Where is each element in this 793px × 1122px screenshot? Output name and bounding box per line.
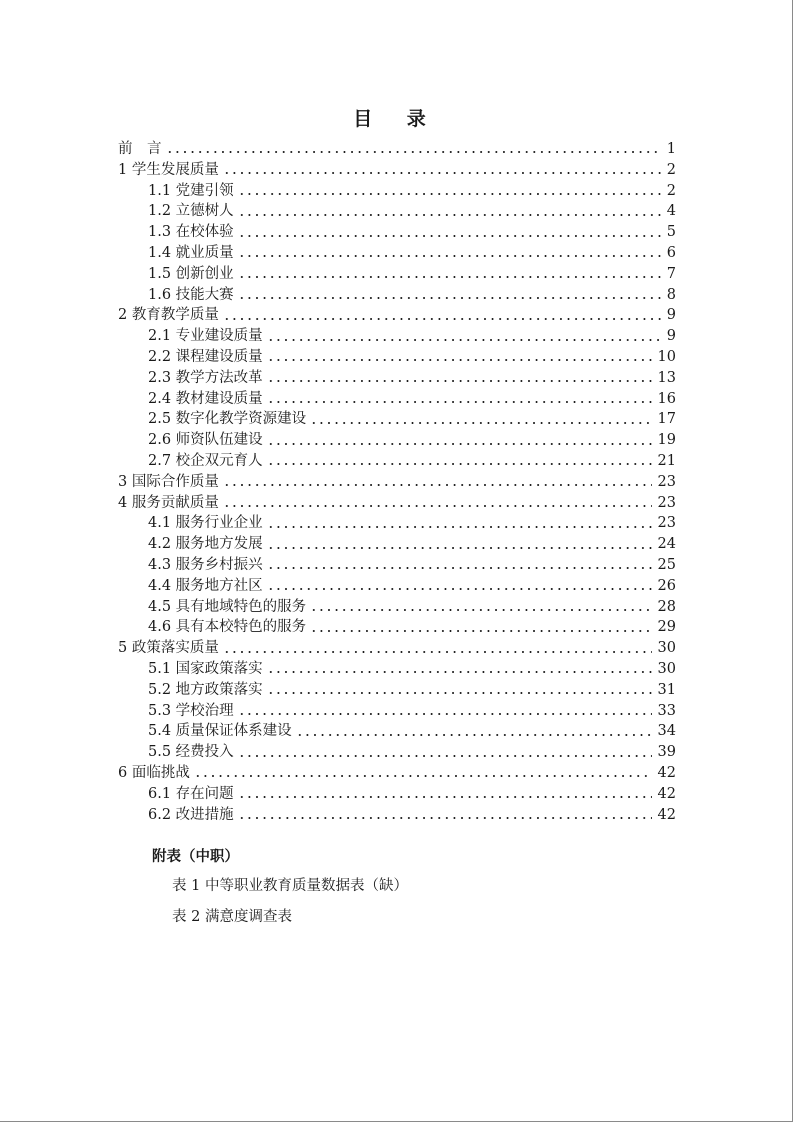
toc-entry-label: 1 学生发展质量: [118, 161, 219, 178]
dot-leader: [310, 609, 651, 611]
toc-entry-label: 1.6 技能大赛: [148, 286, 234, 303]
toc-entry-page: 42: [657, 764, 676, 781]
dot-leader: [238, 235, 661, 237]
toc-entry[interactable]: [118, 181, 676, 202]
toc-entry-page: 29: [657, 619, 676, 636]
toc-entry[interactable]: [118, 680, 676, 701]
toc-entry-label: 2.1 专业建设质量: [148, 328, 263, 345]
dot-leader: [267, 380, 652, 382]
dot-leader: [223, 505, 652, 507]
toc-entry-label: 4.5 具有地域特色的服务: [148, 598, 307, 615]
toc-entry-page: 2: [666, 182, 676, 199]
toc-entry-page: 42: [657, 806, 676, 823]
toc-entry-label: 4.4 服务地方社区: [148, 577, 263, 594]
toc-entry[interactable]: [118, 243, 676, 264]
toc-entry[interactable]: [118, 326, 676, 347]
toc-entry-page: 23: [657, 473, 676, 490]
toc-entry-label: 6.1 存在问题: [148, 785, 234, 802]
toc-entry-label: 4.2 服务地方发展: [148, 536, 263, 553]
toc-entry-page: 2: [666, 161, 676, 178]
toc-entry-page: 26: [657, 577, 676, 594]
toc-entry-label: 2.6 师资队伍建设: [148, 432, 263, 449]
toc-entry-page: 23: [657, 515, 676, 532]
dot-leader: [267, 692, 652, 694]
toc-entry[interactable]: [118, 451, 676, 472]
toc-entry[interactable]: [118, 617, 676, 638]
toc-entry-label: 2.4 教材建设质量: [148, 390, 263, 407]
toc-entry-label: 2.7 校企双元育人: [148, 452, 263, 469]
toc-entry-page: 13: [657, 369, 676, 386]
toc-entry[interactable]: [118, 534, 676, 555]
dot-leader: [267, 359, 652, 361]
toc-entry-label: 1.5 创新创业: [148, 265, 234, 282]
toc-entry-label: 2.3 教学方法改革: [148, 369, 263, 386]
dot-leader: [238, 297, 661, 299]
toc-entry-label: 2.5 数字化教学资源建设: [148, 411, 307, 428]
toc-entry[interactable]: [118, 139, 676, 160]
toc-entry-label: 6.2 改进措施: [148, 806, 234, 823]
toc-entry[interactable]: [118, 305, 676, 326]
toc-entry[interactable]: [118, 638, 676, 659]
toc-entry-label: 1.4 就业质量: [148, 244, 234, 261]
toc-entry-label: 5.1 国家政策落实: [148, 660, 263, 677]
toc-entry-page: 17: [657, 411, 676, 428]
toc-entry-label: 6 面临挑战: [118, 764, 190, 781]
appendix-item[interactable]: 表 1 中等职业教育质量数据表（缺）: [172, 878, 408, 894]
dot-leader: [223, 172, 661, 174]
dot-leader: [194, 775, 652, 777]
toc-entry[interactable]: [118, 742, 676, 763]
toc-entry-page: 1: [666, 141, 676, 157]
toc-entry[interactable]: [118, 201, 676, 222]
toc-entry[interactable]: [118, 160, 676, 181]
toc-entry[interactable]: [118, 493, 676, 514]
toc-entry[interactable]: [118, 659, 676, 680]
dot-leader: [267, 401, 652, 403]
toc-entry-label: 5.2 地方政策落实: [148, 681, 263, 698]
toc-entry-page: 8: [666, 286, 676, 303]
toc-entry[interactable]: [118, 368, 676, 389]
toc-entry[interactable]: [118, 285, 676, 306]
toc-entry-label: 4.1 服务行业企业: [148, 515, 263, 532]
toc-entry-label: 4 服务贡献质量: [118, 494, 219, 511]
toc-entry-label: 3 国际合作质量: [118, 473, 219, 490]
dot-leader: [267, 567, 652, 569]
dot-leader: [238, 276, 661, 278]
toc-entry[interactable]: [118, 701, 676, 722]
dot-leader: [267, 588, 652, 590]
toc-entry[interactable]: [118, 597, 676, 618]
toc-entry-page: 23: [657, 494, 676, 511]
toc-entry-label: 2 教育教学质量: [118, 307, 219, 324]
toc-entry-page: 24: [657, 536, 676, 553]
toc-entry[interactable]: [118, 763, 676, 784]
toc-entry[interactable]: [118, 222, 676, 243]
toc-entry-page: 34: [657, 723, 676, 740]
dot-leader: [223, 651, 652, 653]
dot-leader: [166, 151, 661, 153]
toc-entry[interactable]: [118, 513, 676, 534]
toc-entry-page: 5: [666, 224, 676, 241]
dot-leader: [238, 755, 652, 757]
dot-leader: [310, 422, 651, 424]
toc-entry-label: 5.5 经费投入: [148, 744, 234, 761]
dot-leader: [267, 443, 652, 445]
toc-entry[interactable]: [118, 576, 676, 597]
toc-entry[interactable]: [118, 805, 676, 826]
toc-entry-page: 7: [666, 265, 676, 282]
dot-leader: [310, 630, 651, 632]
toc-entry-label: 5 政策落实质量: [118, 640, 219, 657]
toc-entry[interactable]: [118, 264, 676, 285]
dot-leader: [238, 255, 661, 257]
toc-entry-page: 33: [657, 702, 676, 719]
toc-entry-label: 4.6 具有本校特色的服务: [148, 619, 307, 636]
dot-leader: [267, 547, 652, 549]
toc-title: 目 录: [353, 108, 440, 130]
toc-entry[interactable]: [118, 721, 676, 742]
appendix-item[interactable]: 表 2 满意度调查表: [172, 909, 292, 925]
dot-leader: [267, 339, 661, 341]
toc-entry[interactable]: [118, 347, 676, 368]
toc-entry[interactable]: [118, 409, 676, 430]
dot-leader: [267, 526, 652, 528]
toc-entry-page: 30: [657, 660, 676, 677]
toc-entry[interactable]: [118, 430, 676, 451]
appendix-title: 附表（中职）: [152, 849, 239, 865]
dot-leader: [223, 318, 661, 320]
toc-entry-label: 1.1 党建引领: [148, 182, 234, 199]
toc-entry-page: 10: [657, 348, 676, 365]
toc-entry-page: 39: [657, 744, 676, 761]
table-of-contents: [118, 139, 676, 825]
dot-leader: [238, 193, 661, 195]
dot-leader: [238, 713, 652, 715]
toc-entry-label: 前 言: [118, 141, 162, 157]
toc-entry-page: 28: [657, 598, 676, 615]
dot-leader: [267, 463, 652, 465]
toc-entry-page: 21: [657, 452, 676, 469]
toc-entry[interactable]: [118, 555, 676, 576]
toc-entry-label: 5.4 质量保证体系建设: [148, 723, 292, 740]
toc-entry-page: 25: [657, 556, 676, 573]
toc-entry[interactable]: [118, 472, 676, 493]
dot-leader: [238, 796, 652, 798]
toc-entry-page: 42: [657, 785, 676, 802]
toc-entry-label: 5.3 学校治理: [148, 702, 234, 719]
toc-entry-page: 19: [657, 432, 676, 449]
toc-entry[interactable]: [118, 784, 676, 805]
toc-entry-label: 2.2 课程建设质量: [148, 348, 263, 365]
dot-leader: [238, 817, 652, 819]
dot-leader: [238, 214, 661, 216]
toc-entry-page: 16: [657, 390, 676, 407]
toc-entry-page: 9: [666, 328, 676, 345]
dot-leader: [296, 734, 652, 736]
toc-entry-label: 1.3 在校体验: [148, 224, 234, 241]
toc-entry-page: 9: [666, 307, 676, 324]
toc-entry-page: 6: [666, 244, 676, 261]
toc-entry-label: 4.3 服务乡村振兴: [148, 556, 263, 573]
toc-entry[interactable]: [118, 389, 676, 410]
dot-leader: [223, 484, 652, 486]
toc-entry-page: 31: [657, 681, 676, 698]
toc-entry-page: 4: [666, 203, 676, 220]
toc-entry-label: 1.2 立德树人: [148, 203, 234, 220]
toc-entry-page: 30: [657, 640, 676, 657]
dot-leader: [267, 671, 652, 673]
